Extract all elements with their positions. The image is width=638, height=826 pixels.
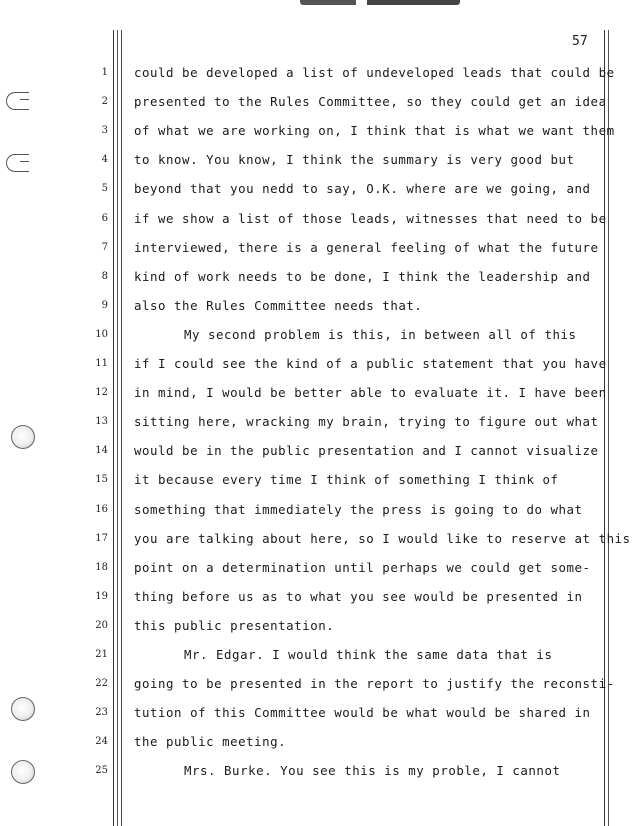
line-number: 9 [101, 299, 108, 311]
transcript-line: My second problem is this, in between all of this [184, 326, 577, 342]
left-margin-rule [121, 30, 122, 826]
transcript-line: also the Rules Committee needs that. [134, 297, 423, 313]
transcript-line: the public meeting. [134, 734, 287, 750]
punch-hole [11, 697, 35, 721]
transcript-line: interviewed, there is a general feeling of what the future [134, 239, 599, 255]
line-number: 25 [95, 765, 108, 777]
line-number: 18 [95, 561, 108, 573]
binding-hook-mark [6, 92, 29, 110]
line-number: 17 [95, 532, 108, 544]
line-number: 8 [101, 270, 108, 282]
line-number: 2 [101, 96, 108, 108]
transcript-line: sitting here, wracking my brain, trying to figure out what [134, 414, 599, 430]
line-number: 6 [101, 212, 108, 224]
transcript-line: could be developed a list of undeveloped leads that could be [134, 65, 615, 80]
transcript-line: if I could see the kind of a public statement that you have [134, 356, 607, 371]
transcript-line: to know. You know, I think the summary is very good but [134, 152, 575, 168]
line-number: 12 [95, 387, 108, 399]
page-header-mark [300, 0, 460, 5]
transcript-line: thing before us as to what you see would be presented in [134, 588, 583, 604]
transcript-line: tution of this Committee would be what would be shared in [134, 705, 591, 721]
line-number: 15 [95, 474, 108, 486]
line-number: 3 [101, 125, 108, 137]
right-margin-rule [608, 30, 609, 826]
page-number: 57 [572, 34, 588, 49]
line-number: 23 [95, 707, 108, 719]
line-number: 4 [101, 154, 108, 166]
transcript-line: something that immediately the press is going to do what [134, 501, 583, 517]
transcript-line: in mind, I would be better able to evaluate it. I have been [134, 385, 607, 401]
transcript-line: of what we are working on, I think that is what we want them [134, 123, 615, 139]
line-number: 20 [95, 619, 108, 631]
line-number: 11 [95, 358, 108, 369]
line-number: 1 [101, 67, 108, 78]
line-number: 16 [95, 503, 108, 515]
transcript-line: Mrs. Burke. You see this is my proble, I cannot [184, 763, 561, 779]
line-number: 7 [101, 241, 108, 253]
line-number: 5 [101, 183, 108, 195]
transcript-line: you are talking about here, so I would like to reserve at this [134, 530, 631, 546]
line-number: 24 [95, 736, 108, 748]
transcript-line: kind of work needs to be done, I think the leadership and [134, 268, 591, 284]
line-number: 14 [95, 445, 108, 457]
transcript-line: if we show a list of those leads, witnesses that need to be [134, 210, 607, 226]
transcript-line: beyond that you nedd to say, O.K. where are we going, and [134, 181, 591, 197]
line-number: 13 [95, 416, 108, 428]
left-margin-rule [117, 30, 118, 826]
transcript-line: presented to the Rules Committee, so they could get an idea [134, 94, 607, 110]
left-margin-rule [113, 30, 114, 826]
punch-hole [11, 760, 35, 784]
punch-hole [11, 425, 35, 449]
transcript-line: point on a determination until perhaps we could get some- [134, 559, 591, 575]
transcript-line: going to be presented in the report to justify the reconsti- [134, 676, 615, 692]
binding-hook-mark [6, 154, 29, 172]
right-margin-rule [604, 30, 605, 826]
transcript-line: would be in the public presentation and I cannot visualize [134, 443, 599, 459]
transcript-line: it because every time I think of something I think of [134, 472, 559, 488]
transcript-line: Mr. Edgar. I would think the same data that is [184, 647, 553, 662]
line-number: 19 [95, 590, 108, 602]
transcript-line: this public presentation. [134, 617, 335, 633]
line-number: 21 [95, 649, 108, 660]
line-number: 10 [95, 328, 108, 340]
line-number: 22 [95, 678, 108, 690]
